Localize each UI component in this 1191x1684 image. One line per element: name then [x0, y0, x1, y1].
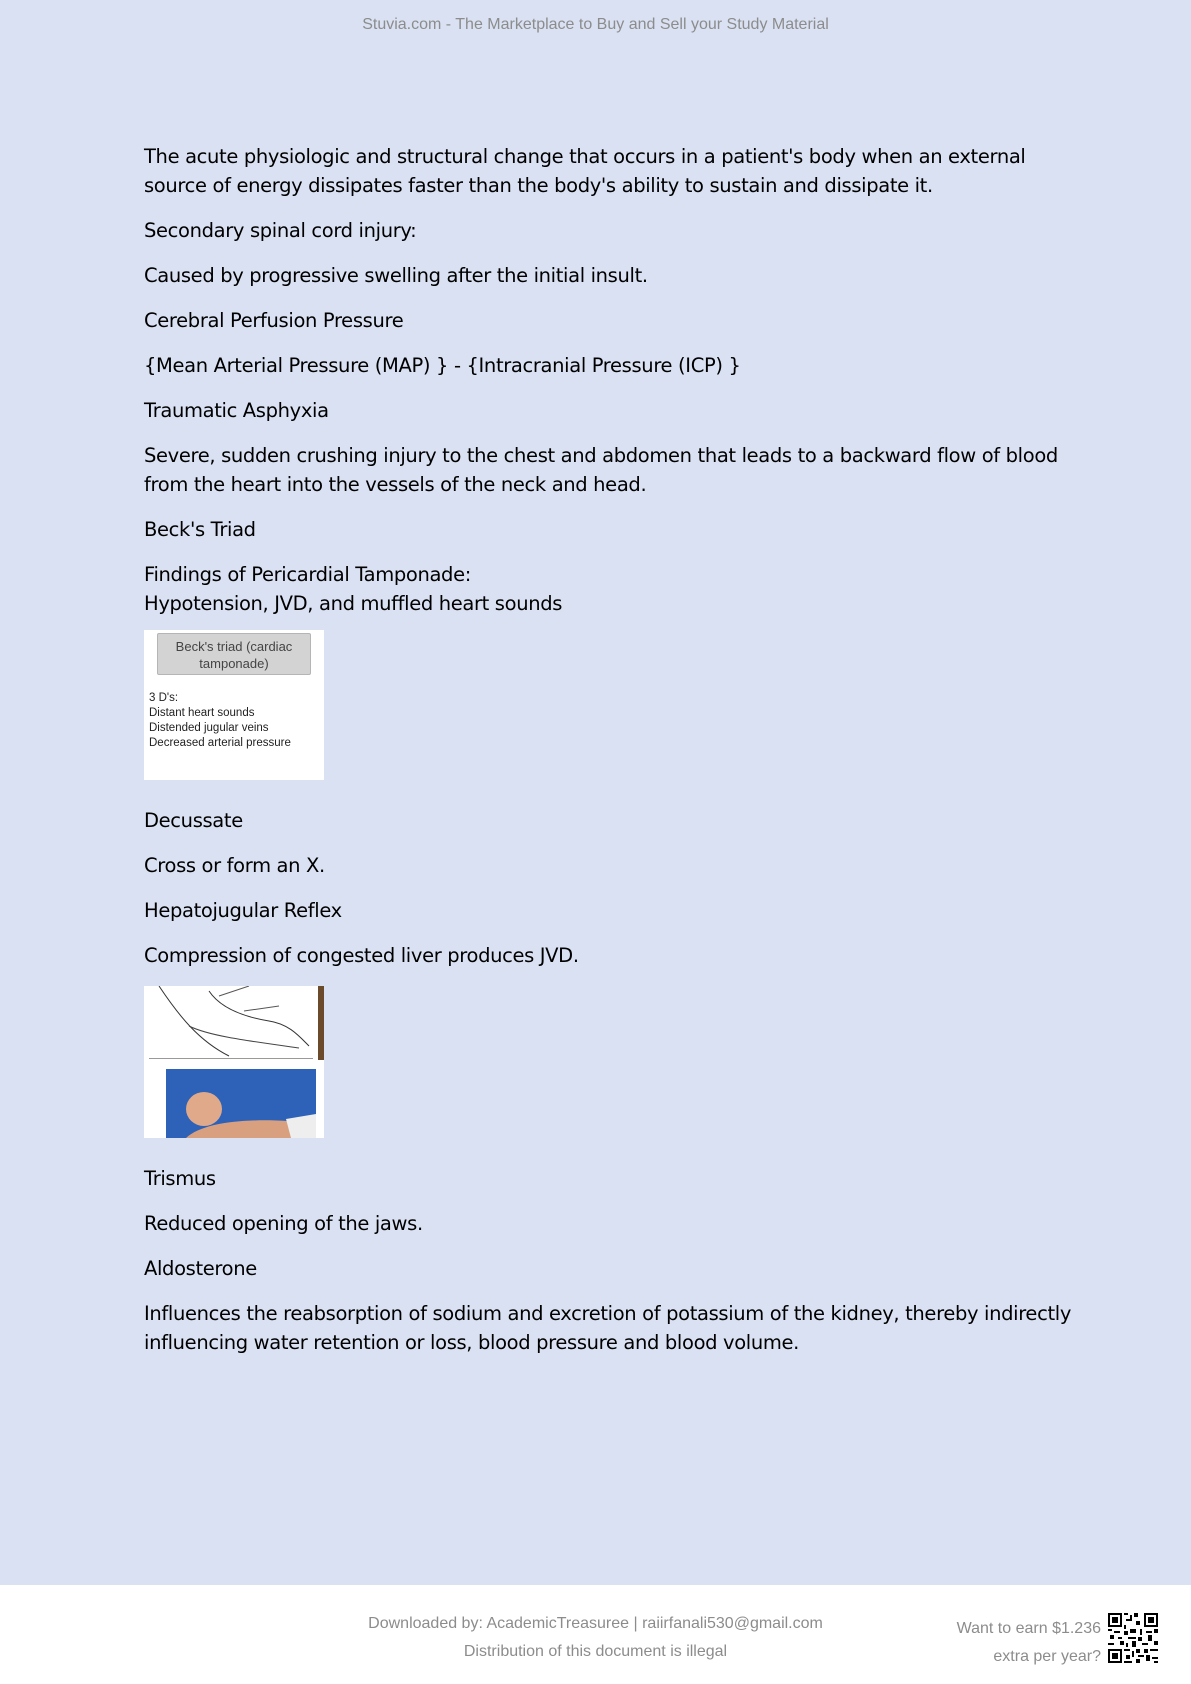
paragraph: Secondary spinal cord injury: — [144, 219, 417, 242]
image-edge-bar — [318, 986, 324, 1060]
patient-photo — [166, 1069, 316, 1138]
becks-triad-image — [144, 630, 324, 780]
paragraph: Reduced opening of the jaws. — [144, 1212, 423, 1235]
becks-triad-card-title: Beck's triad (cardiac tamponade) — [157, 633, 311, 675]
card-line: Distended jugular veins — [149, 722, 269, 734]
paragraph: {Mean Arterial Pressure (MAP) } - {Intracranial Pressure (ICP) } — [144, 354, 741, 377]
paragraph: Caused by progressive swelling after the initial insult. — [144, 264, 648, 287]
paragraph: Beck's Triad — [144, 518, 256, 541]
card-line: 3 D's: — [149, 692, 179, 704]
paragraph: Compression of congested liver produces JVD. — [144, 944, 579, 967]
paragraph: Influences the reabsorption of sodium and excretion of potassium of the kidney, thereby indirectly influencing water retention or loss, blood pressure and blood volume. — [144, 1302, 1072, 1354]
promo-line: Want to earn $1.236 — [956, 1620, 1101, 1637]
paragraph: Aldosterone — [144, 1257, 257, 1280]
distribution-notice: Distribution of this document is illegal — [463, 1643, 728, 1660]
paragraph: Trismus — [144, 1167, 216, 1190]
paragraph: Cross or form an X. — [144, 854, 325, 877]
paragraph: Severe, sudden crushing injury to the chest and abdomen that leads to a backward flow of blood from the heart into the vessels of the neck and head. — [144, 444, 1058, 496]
paragraph: Decussate — [144, 809, 243, 832]
paragraph: Traumatic Asphyxia — [144, 399, 329, 422]
hepatojugular-sketch — [149, 986, 313, 1059]
card-line: Distant heart sounds — [149, 707, 255, 719]
paragraph-line: Hypotension, JVD, and muffled heart sounds — [144, 592, 563, 615]
paragraph: Cerebral Perfusion Pressure — [144, 309, 404, 332]
paragraph-line: Findings of Pericardial Tamponade: — [144, 563, 471, 586]
earn-promo-link[interactable] — [957, 1615, 1101, 1671]
card-line: Decreased arterial pressure — [149, 737, 291, 749]
paragraph: Hepatojugular Reflex — [144, 899, 342, 922]
hepatojugular-reflex-image — [144, 986, 324, 1138]
becks-triad-card-text — [149, 691, 291, 751]
paragraph — [144, 560, 1074, 618]
qr-code-icon[interactable] — [1108, 1613, 1158, 1663]
promo-line: extra per year? — [993, 1648, 1101, 1665]
document-body — [144, 142, 1074, 1373]
paragraph: The acute physiologic and structural change that occurs in a patient's body when an external source of energy dissipates faster than the body's ability to sustain and dissipate it. — [144, 145, 1026, 197]
page-footer — [0, 1585, 1191, 1684]
downloaded-by-text: Downloaded by: AcademicTreasuree | raiirfanali530@gmail.com — [368, 1615, 823, 1632]
page-header: Stuvia.com - The Marketplace to Buy and Sell your Study Material — [362, 16, 829, 33]
